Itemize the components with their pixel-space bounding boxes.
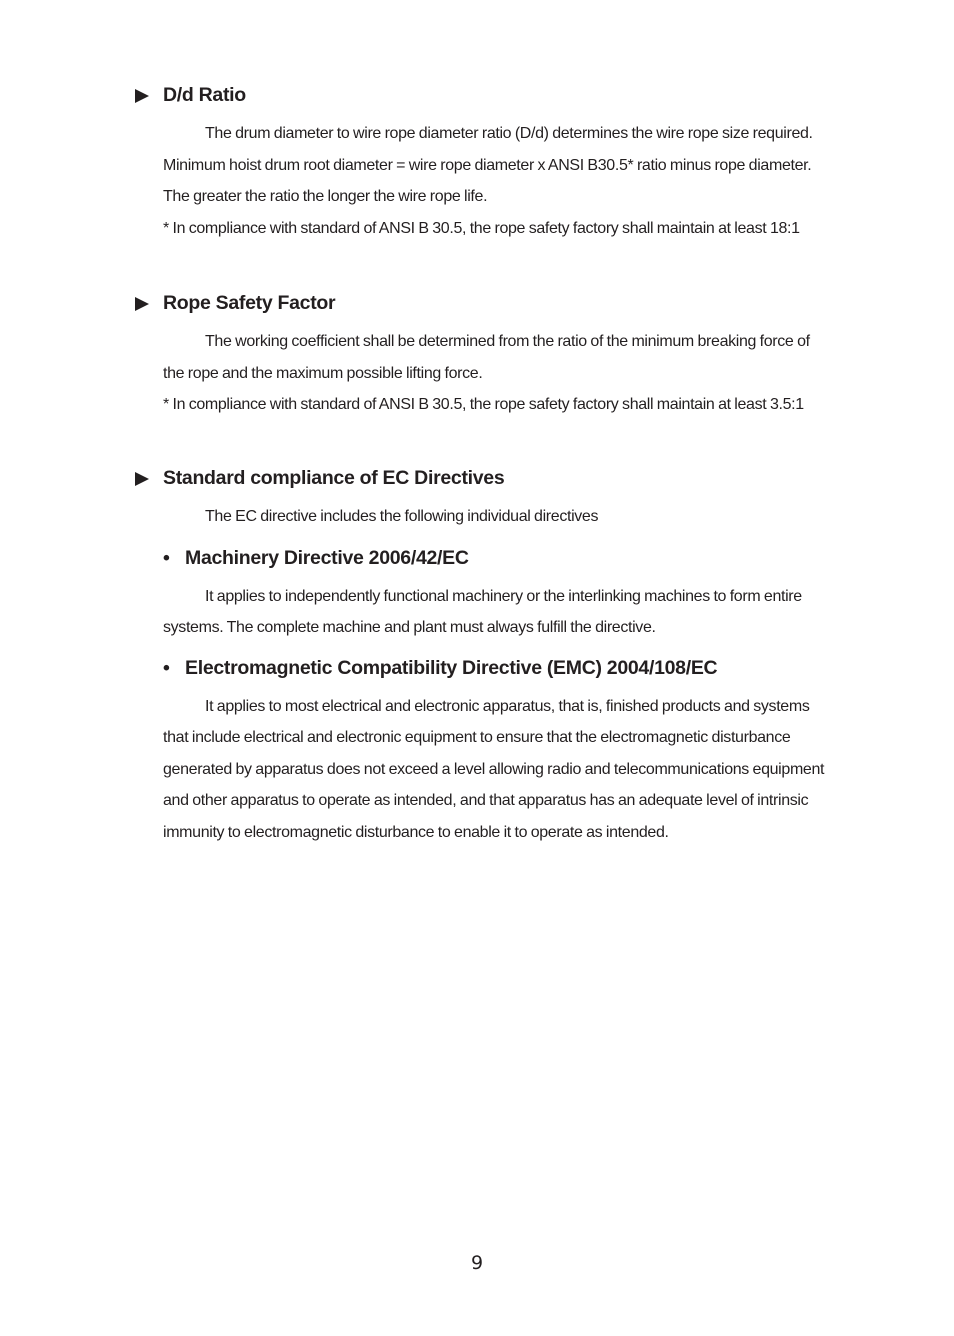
subsection-heading-machinery: [163, 543, 838, 573]
triangle-bullet-icon: [135, 89, 149, 103]
paragraph-line: The working coefficient shall be determined from the ratio of the minimum breaking force of: [205, 333, 810, 350]
heading-text: D/d Ratio: [163, 84, 246, 106]
paragraph-line: The drum diameter to wire rope diameter ratio (D/d) determines the wire rope size required.: [205, 125, 813, 142]
section-intro: [163, 501, 838, 533]
paragraph-line: generated by apparatus does not exceed a level allowing radio and telecommunications equipment: [163, 760, 825, 778]
paragraph-line: It applies to most electrical and electronic apparatus, that is, finished products and systems: [205, 697, 810, 715]
paragraph-line: The greater the ratio the longer the wire rope life.: [163, 188, 488, 205]
paragraph-line: Minimum hoist drum root diameter = wire rope diameter x ANSI B30.5* ratio minus rope diameter.: [163, 156, 812, 174]
paragraph-line: The EC directive includes the following individual directives: [205, 508, 599, 525]
subsection-body-machinery: [163, 581, 838, 644]
paragraph-line: It applies to independently functional machinery or the interlinking machines to form entire: [205, 587, 802, 605]
bullet-dot-icon: •: [163, 546, 170, 569]
section-body: [163, 118, 838, 244]
subsection-title: Machinery Directive 2006/42/EC: [185, 546, 469, 569]
section-dd-ratio: [133, 80, 838, 244]
paragraph-line: systems. The complete machine and plant must always fulfill the directive.: [163, 619, 656, 636]
section-body: [163, 326, 838, 421]
triangle-bullet-icon: [135, 297, 149, 311]
bullet-dot-icon: •: [163, 656, 170, 679]
footnote-line: * In compliance with standard of ANSI B 30.5, the rope safety factory shall maintain at least 3.5:1: [163, 396, 804, 413]
section-heading: [133, 463, 838, 493]
paragraph-line: the rope and the maximum possible lifting force.: [163, 364, 483, 382]
subsection-heading-emc: [163, 653, 838, 683]
subsection-title: Electromagnetic Compatibility Directive (EMC) 2004/108/EC: [185, 656, 718, 679]
heading-text: Standard compliance of EC Directives: [163, 467, 505, 489]
paragraph-line: that include electrical and electronic equipment to ensure that the electromagnetic disturbance: [163, 729, 791, 746]
section-heading: [133, 288, 838, 318]
paragraph-line: immunity to electromagnetic disturbance to enable it to operate as intended.: [163, 823, 669, 841]
triangle-bullet-icon: [135, 472, 149, 486]
subsection-body-emc: [163, 691, 838, 849]
section-heading: [133, 80, 838, 110]
section-ec-directives: [133, 463, 838, 848]
paragraph-line: and other apparatus to operate as intended, and that apparatus has an adequate level of intrinsic: [163, 792, 809, 809]
heading-text: Rope Safety Factor: [163, 292, 336, 314]
footnote-line: * In compliance with standard of ANSI B 30.5, the rope safety factory shall maintain at least 18:1: [163, 219, 800, 237]
page-number: 9: [470, 1252, 484, 1274]
section-rope-safety-factor: [133, 288, 838, 421]
